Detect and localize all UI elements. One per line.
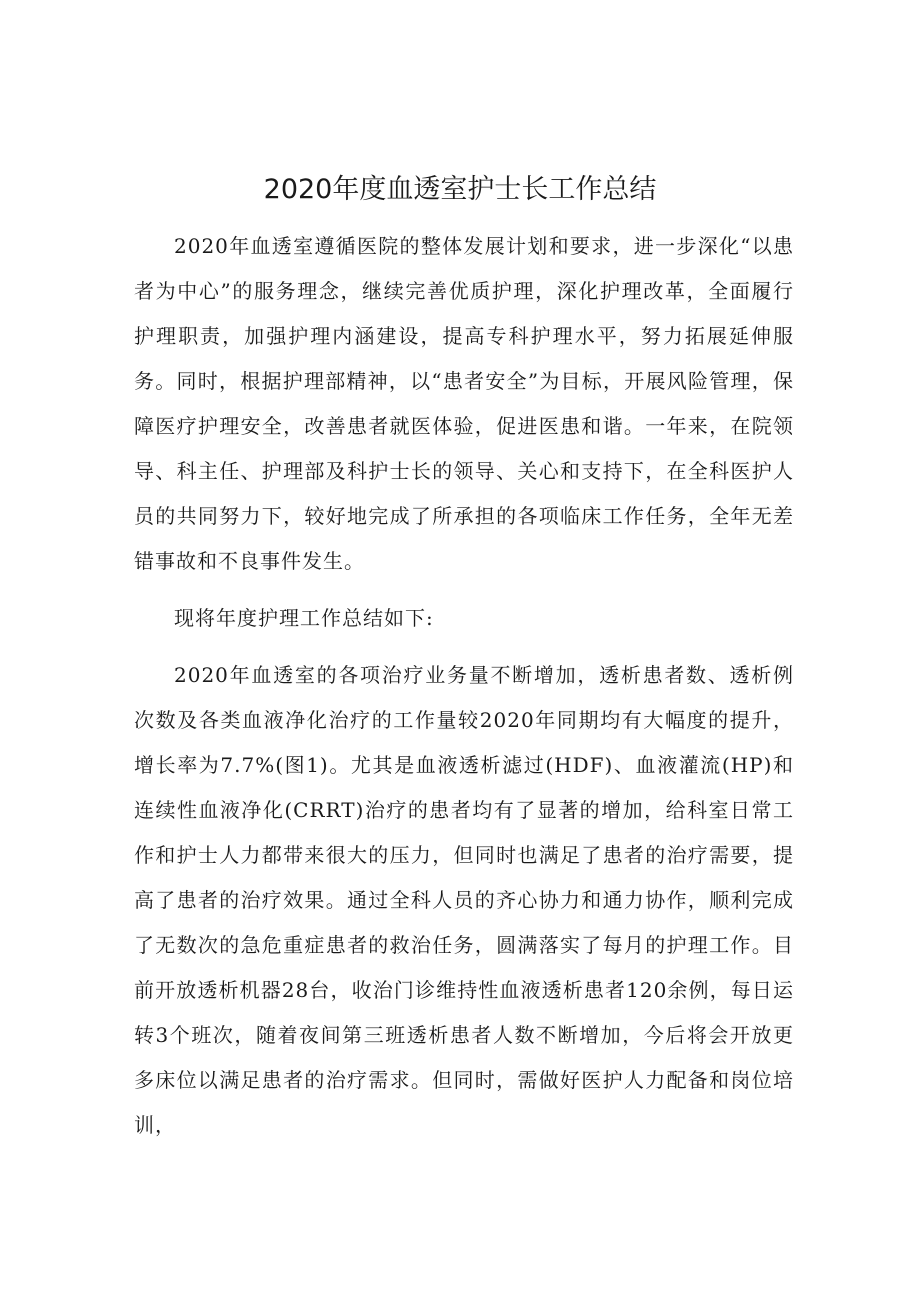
- document-body: [134, 224, 794, 1148]
- document-title: 2020年度血透室护士长工作总结: [263, 174, 657, 205]
- paragraph-workload: 2020年血透室的各项治疗业务量不断增加，透析患者数、透析例次数及各类血液净化治疗的工作量较2020年同期均有大幅度的提升，增长率为7.7%(图1)。尤其是血液透析滤过(HDF)、血液灌流(HP)和连续性血液净化(CRRT)治疗的患者均有了显著的增加，给科室日常工作和护士人力都带来很大的压力，但同时也满足了患者的治疗需要，提高了患者的治疗效果。通过全科人员的齐心协力和通力协作，顺利完成了无数次的急危重症患者的救治任务，圆满落实了每月的护理工作。目前开放透析机器28台，收治门诊维持性血液透析患者120余例，每日运转3个班次，随着夜间第三班透析患者人数不断增加，今后将会开放更多床位以满足患者的治疗需求。但同时，需做好医护人力配备和岗位培训，: [134, 663, 794, 1137]
- paragraph-intro: 2020年血透室遵循医院的整体发展计划和要求，进一步深化“以患者为中心”的服务理念，继续完善优质护理，深化护理改革，全面履行护理职责，加强护理内涵建设，提高专科护理水平，努力拓展延伸服务。同时，根据护理部精神，以“患者安全”为目标，开展风险管理，保障医疗护理安全，改善患者就医体验，促进医患和谐。一年来，在院领导、科主任、护理部及科护士长的领导、关心和支持下，在全科医护人员的共同努力下，较好地完成了所承担的各项临床工作任务，全年无差错事故和不良事件发生。: [134, 234, 794, 573]
- paragraph-summary-lead: 现将年度护理工作总结如下:: [174, 606, 434, 630]
